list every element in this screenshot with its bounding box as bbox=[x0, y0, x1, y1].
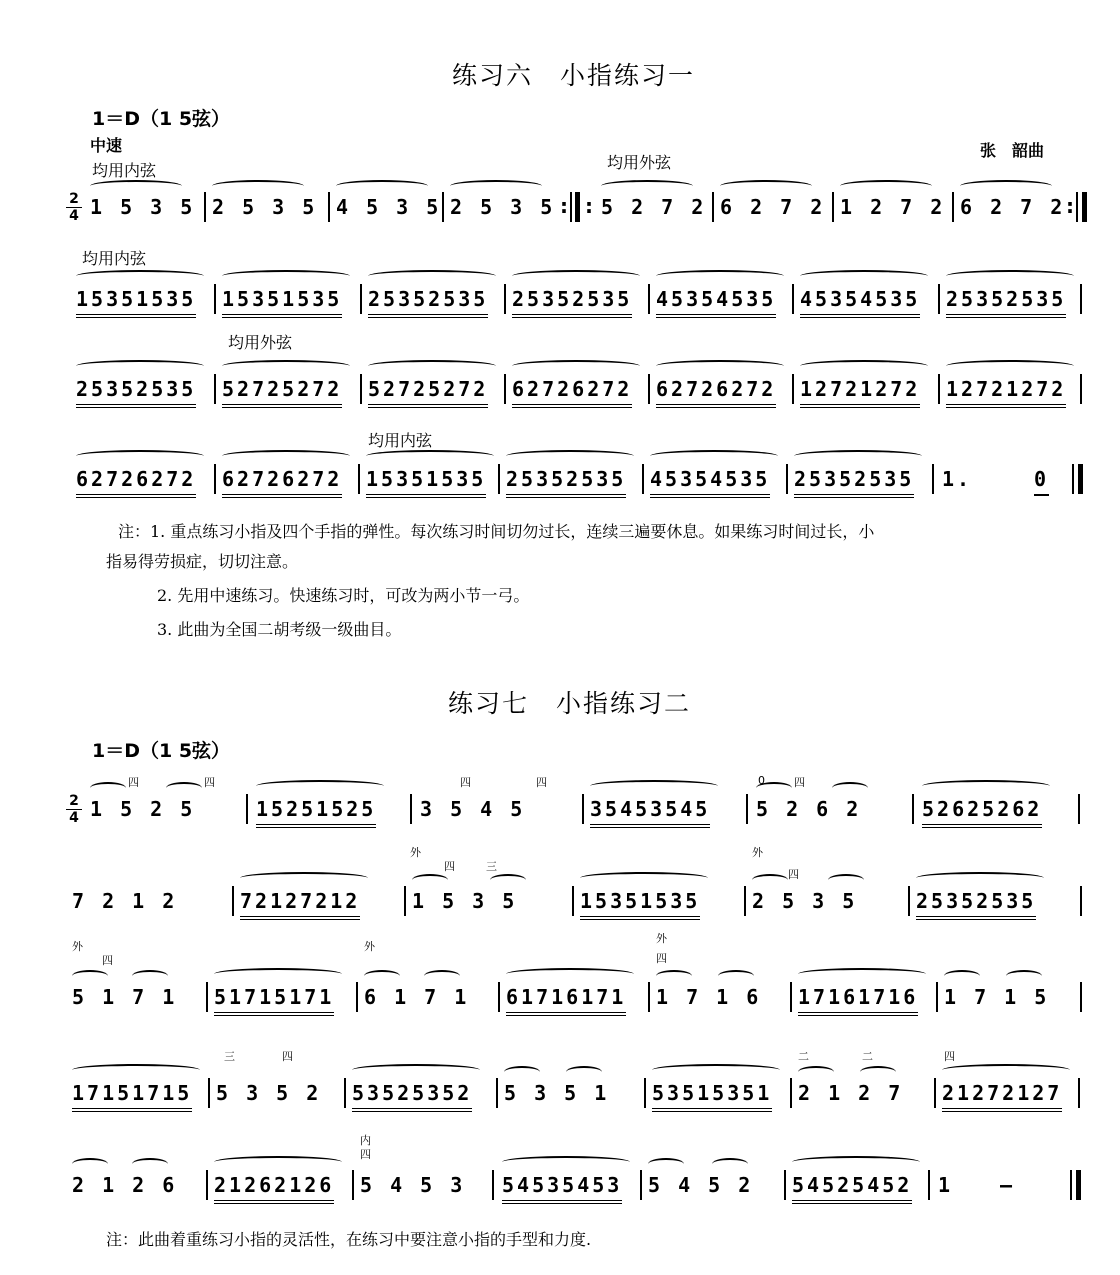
measure: 1 bbox=[938, 1173, 954, 1197]
ex6-label-outer-2: 均用外弦 bbox=[228, 333, 293, 352]
measure: 2 5 3 5 bbox=[212, 195, 318, 219]
measure: 5 4 5 2 bbox=[648, 1173, 754, 1197]
measure: 15351535 bbox=[580, 886, 700, 920]
measure: 35453545 bbox=[590, 794, 710, 828]
ex6-label-inner-3: 均用内弦 bbox=[368, 431, 433, 450]
measure: 2 1 2 6 bbox=[72, 1173, 178, 1197]
measure: 7 2 1 2 bbox=[72, 889, 178, 913]
measure: 17151715 bbox=[72, 1078, 192, 1112]
measure: 3 5 4 5 bbox=[420, 797, 526, 821]
measure: 21262126 bbox=[214, 1170, 334, 1204]
measure: 1 2 7 2 bbox=[840, 195, 946, 219]
measure: 1 7 1 6 bbox=[656, 985, 762, 1009]
ex6-time-signature: 2 4 bbox=[66, 192, 82, 223]
measure: 2 5 3 5 bbox=[450, 195, 556, 219]
ex7-staff-row-2: 7 2 1 2 72127212 外 四 三 1 5 3 5 15351535 外 四 2 5 3 5 25352535 bbox=[72, 886, 1092, 942]
measure: 62726272 bbox=[76, 464, 196, 498]
ex6-note-3: 3. 此曲为全国二胡考级一级曲目。 bbox=[157, 620, 402, 639]
measure: 0 bbox=[1034, 464, 1049, 496]
measure: 45354535 bbox=[656, 284, 776, 318]
measure: 6 2 7 2 bbox=[720, 195, 826, 219]
measure: 6 2 7 2 bbox=[960, 195, 1066, 219]
ex6-note-1-cont: 指易得劳损症，切切注意。 bbox=[106, 552, 299, 571]
ex7-staff-row-5: 2 1 2 6 21262126 内 四 5 4 5 3 54535453 5 4 5 2 54525452 1 – bbox=[72, 1170, 1092, 1226]
measure: 54535453 bbox=[502, 1170, 622, 1204]
measure: 5 1 7 1 bbox=[72, 985, 178, 1009]
measure: 21272127 bbox=[942, 1078, 1062, 1112]
measure: 2 5 3 5 bbox=[752, 889, 858, 913]
ex7-title: 练习七 小指练习二 bbox=[448, 689, 692, 718]
measure: 25352535 bbox=[794, 464, 914, 498]
measure: 52725272 bbox=[222, 374, 342, 408]
ex6-key-signature: 1＝D（1 5弦） bbox=[92, 108, 231, 130]
ex6-staff-row-3 bbox=[76, 374, 1086, 430]
measure: 5 4 5 3 bbox=[360, 1173, 466, 1197]
ex6-title: 练习六 小指练习一 bbox=[452, 61, 696, 90]
measure: 12721272 bbox=[800, 374, 920, 408]
ex6-staff-row-1: 2 4 1 5 3 5 2 5 3 5 4 5 3 5 2 5 3 5 : : 5 2 7 2 6 2 7 2 1 2 7 2 6 2 7 2 : bbox=[66, 192, 1096, 248]
measure: 5 2 6 2 bbox=[756, 797, 862, 821]
measure: 1. bbox=[942, 467, 973, 491]
measure: 5 3 5 2 bbox=[216, 1081, 322, 1105]
measure: 1 7 1 5 bbox=[944, 985, 1050, 1009]
measure: 15351535 bbox=[76, 284, 196, 318]
measure: 62726272 bbox=[222, 464, 342, 498]
measure: 15351535 bbox=[366, 464, 486, 498]
measure: 12721272 bbox=[946, 374, 1066, 408]
measure: 62726272 bbox=[656, 374, 776, 408]
measure: 45354535 bbox=[650, 464, 770, 498]
measure: 61716171 bbox=[506, 982, 626, 1016]
ex6-note-1: 注：1. 重点练习小指及四个手指的弹性。每次练习时间切勿过长，连续三遍要休息。如果练习时间过长，小 bbox=[118, 522, 875, 541]
measure: 15351535 bbox=[222, 284, 342, 318]
ex7-staff-row-3: 外 四 5 1 7 1 51715171 外 6 1 7 1 61716171 外 四 1 7 1 6 17161716 1 7 1 5 bbox=[72, 982, 1092, 1038]
measure: 2 1 2 7 bbox=[798, 1081, 904, 1105]
measure: – bbox=[1000, 1173, 1016, 1197]
measure: 5 3 5 1 bbox=[504, 1081, 610, 1105]
measure: 15251525 bbox=[256, 794, 376, 828]
measure: 5 2 7 2 bbox=[601, 195, 707, 219]
ex7-key-signature: 1＝D（1 5弦） bbox=[92, 740, 231, 762]
measure: 6 1 7 1 bbox=[364, 985, 470, 1009]
measure: 52625262 bbox=[922, 794, 1042, 828]
measure: 62726272 bbox=[512, 374, 632, 408]
ex6-label-outer-1: 均用外弦 bbox=[607, 153, 672, 172]
ex6-note-2: 2. 先用中速练习。快速练习时，可改为两小节一弓。 bbox=[157, 586, 530, 605]
ex6-staff-row-4 bbox=[76, 464, 1086, 520]
ex7-staff-row-1: 2 4 四 四 1 5 2 5 15251525 四 四 3 5 4 5 35453545 0 四 5 2 6 2 52625262 bbox=[66, 794, 1096, 850]
measure: 17161716 bbox=[798, 982, 918, 1016]
measure: 1 5 3 5 bbox=[412, 889, 518, 913]
measure: 1 5 2 5 bbox=[90, 797, 196, 821]
ex7-time-signature: 2 4 bbox=[66, 794, 82, 825]
measure: 52725272 bbox=[368, 374, 488, 408]
measure: 1 5 3 5 bbox=[90, 195, 196, 219]
measure: 25352535 bbox=[76, 374, 196, 408]
measure: 25352535 bbox=[368, 284, 488, 318]
measure: 25352535 bbox=[916, 886, 1036, 920]
ex6-label-inner-1: 均用内弦 bbox=[92, 161, 157, 180]
ex6-label-inner-2: 均用内弦 bbox=[82, 249, 147, 268]
ex7-note: 注：此曲着重练习小指的灵活性，在练习中要注意小指的手型和力度. bbox=[106, 1230, 592, 1249]
measure: 72127212 bbox=[240, 886, 360, 920]
measure: 53515351 bbox=[652, 1078, 772, 1112]
measure: 51715171 bbox=[214, 982, 334, 1016]
measure: 25352535 bbox=[506, 464, 626, 498]
ex6-composer: 张 韶曲 bbox=[980, 141, 1045, 160]
measure: 54525452 bbox=[792, 1170, 912, 1204]
measure: 45354535 bbox=[800, 284, 920, 318]
measure: 4 5 3 5 bbox=[336, 195, 442, 219]
measure: 25352535 bbox=[512, 284, 632, 318]
measure: 25352535 bbox=[946, 284, 1066, 318]
ex7-staff-row-4: 17151715 三 四 5 3 5 2 53525352 5 3 5 1 53515351 二 二 2 1 2 7 四 21272127 bbox=[72, 1078, 1092, 1134]
measure: 53525352 bbox=[352, 1078, 472, 1112]
ex6-tempo: 中速 bbox=[90, 136, 123, 155]
